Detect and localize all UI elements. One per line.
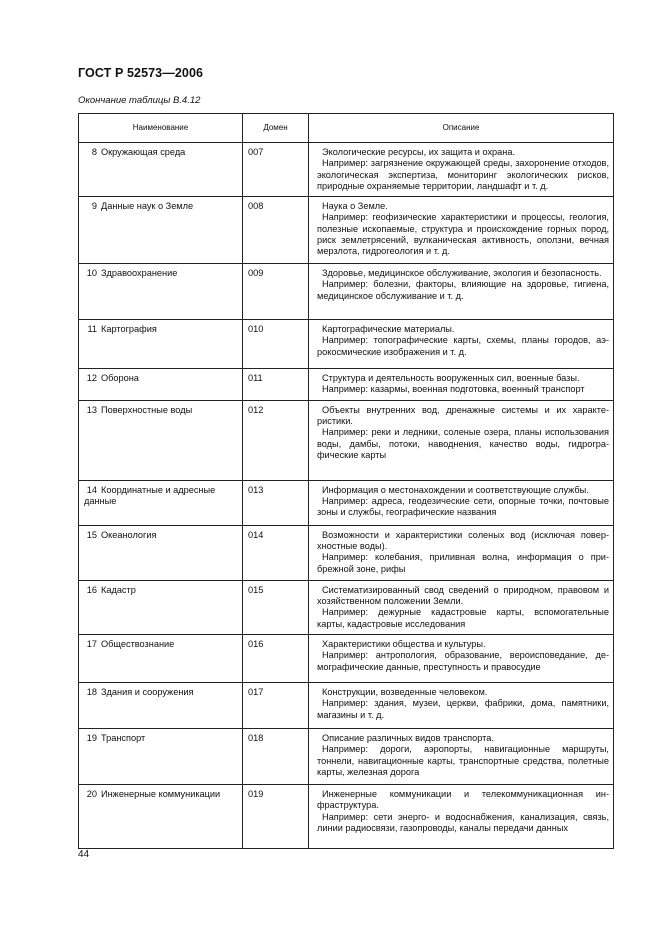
description-text: Возможности и характеристики соленых вод (исключая поверхностные воды).: [317, 529, 609, 552]
table-row: [79, 480, 614, 525]
description-text: Информация о местонахождении и соответствующие службы.: [322, 484, 589, 495]
description-text: Конструкции, возведенные человеком.: [322, 686, 488, 697]
cell-description: [309, 480, 614, 525]
row-number: 9: [91, 201, 97, 212]
table-header-row: [79, 114, 614, 143]
row-name: Оборона: [101, 373, 139, 384]
row-number: 15: [86, 529, 97, 540]
row-number: 19: [86, 732, 97, 743]
header-name: Наименование: [79, 114, 243, 143]
cell-description: [309, 525, 614, 580]
row-number: 17: [86, 638, 97, 649]
row-name: Окружающая среда: [101, 147, 186, 157]
description-text: Описание различных видов транспорта.: [322, 732, 494, 743]
cell-domain: 011: [243, 369, 309, 401]
row-number: 8: [91, 147, 97, 157]
description-text: Здоровье, медицинское обслуживание, экология и безопасность.: [322, 268, 602, 279]
data-table: [78, 113, 614, 849]
row-name: Инженерные коммуникации: [101, 788, 221, 799]
description-text: Объекты внутренних вод, дренажные системы и их характеристики.: [317, 404, 609, 427]
description-example: Например: здания, музеи, церкви, фабрики, дома, памятники, магазины и т. д.: [317, 698, 609, 720]
row-number: 12: [86, 373, 97, 384]
description-example: Например: дороги, аэропорты, навигационные маршруты, тоннели, навигационные карты, транспортные средства, полетные карты, железная дорога: [317, 744, 609, 777]
cell-name: [79, 728, 243, 784]
cell-domain: 016: [243, 634, 309, 682]
description-example: Например: топографические карты, схемы, планы городов, аэрокосмические изображения и т. д.: [317, 335, 609, 357]
cell-domain: 014: [243, 525, 309, 580]
cell-name: [79, 264, 243, 320]
description-example: Например: загрязнение окружающей среды, захоронение отходов, экологическая экспертиза, мониторинг экологических рисков, природные охраняемые территории, ландшафт и т. д.: [317, 158, 609, 191]
row-name: Океанология: [101, 529, 157, 540]
table-body: [79, 143, 614, 849]
cell-name: [79, 369, 243, 401]
cell-name: [79, 480, 243, 525]
table-row: [79, 400, 614, 480]
cell-domain: 015: [243, 580, 309, 634]
row-number: 20: [86, 788, 97, 799]
row-name: Координатные и адресные данные: [84, 484, 216, 507]
table-row: [79, 320, 614, 369]
cell-description: [309, 634, 614, 682]
cell-domain: 018: [243, 728, 309, 784]
row-name: Кадастр: [101, 584, 136, 595]
row-name: Данные наук о Земле: [101, 201, 194, 212]
cell-description: [309, 369, 614, 401]
table-row: [79, 784, 614, 848]
cell-domain: 013: [243, 480, 309, 525]
table-row: [79, 728, 614, 784]
description-text: Экологические ресурсы, их защита и охрана.: [322, 147, 516, 157]
description-text: Характеристики общества и культуры.: [322, 638, 486, 649]
cell-description: [309, 784, 614, 848]
row-name: Здания и сооружения: [101, 686, 194, 697]
description-example: Например: реки и ледники, соленые озера, планы использования воды, дамбы, потоки, наводнения, качество воды, гидрографические карты: [317, 427, 609, 460]
row-name: Обществознание: [101, 638, 175, 649]
description-example: Например: дежурные кадастровые карты, вспомогательные карты, кадастровые исследования: [317, 607, 609, 629]
cell-name: [79, 525, 243, 580]
table-row: [79, 580, 614, 634]
table-caption: Окончание таблицы В.4.12: [78, 95, 201, 106]
description-text: Инженерные коммуникации и телекоммуникационная инфраструктура.: [317, 788, 609, 811]
description-example: Например: геофизические характеристики и процессы, геология, полезные ископаемые, структура и происхождение горных пород, риск землетрясений, вулканическая активность, оползни, вечная мерзлота, гидрогеология и т. д.: [317, 212, 609, 257]
header-description: Описание: [309, 114, 614, 143]
description-text: Структура и деятельность вооруженных сил, военные базы.: [322, 373, 580, 384]
cell-domain: 017: [243, 682, 309, 728]
description-text: Картографические материалы.: [322, 324, 455, 335]
table-row: [79, 197, 614, 264]
row-name: Здравоохранение: [101, 268, 178, 279]
description-example: Например: болезни, факторы, влияющие на здоровье, гигиена, медицинское обслуживание и т. д.: [317, 279, 609, 301]
description-example: Например: колебания, приливная волна, информация о прибрежной зоне, рифы: [317, 552, 609, 574]
table-row: [79, 634, 614, 682]
document-title: ГОСТ Р 52573—2006: [78, 66, 204, 80]
cell-domain: 019: [243, 784, 309, 848]
description-example: Например: казармы, военная подготовка, военный транспорт: [322, 384, 585, 395]
description-example: Например: антропология, образование, вероисповедание, демографические данные, преступность и правосудие: [317, 650, 609, 672]
cell-name: [79, 320, 243, 369]
table-row: [79, 143, 614, 197]
cell-name: [79, 784, 243, 848]
row-number: 10: [86, 268, 97, 279]
table-row: [79, 682, 614, 728]
description-text: Систематизированный свод сведений о природном, правовом и хозяйственном положении Земли.: [317, 584, 609, 607]
cell-description: [309, 682, 614, 728]
cell-description: [309, 728, 614, 784]
row-number: 11: [87, 324, 97, 335]
cell-description: [309, 197, 614, 264]
cell-domain: 010: [243, 320, 309, 369]
table-row: [79, 264, 614, 320]
cell-name: [79, 682, 243, 728]
cell-name: [79, 580, 243, 634]
description-example: Например: адреса, геодезические сети, опорные точки, почтовые зоны и службы, географические названия: [317, 496, 609, 518]
row-name: Транспорт: [101, 732, 146, 743]
cell-domain: 009: [243, 264, 309, 320]
table-row: [79, 525, 614, 580]
description-text: Наука о Земле.: [322, 201, 388, 212]
row-number: 13: [86, 404, 97, 415]
row-name: Картография: [101, 324, 157, 335]
page-number: 44: [78, 849, 90, 860]
cell-domain: 012: [243, 400, 309, 480]
row-number: 14: [86, 484, 97, 495]
cell-name: [79, 400, 243, 480]
cell-description: [309, 320, 614, 369]
cell-description: [309, 400, 614, 480]
header-domain: Домен: [243, 114, 309, 143]
cell-name: [79, 197, 243, 264]
row-name: Поверхностные воды: [101, 404, 193, 415]
row-number: 16: [86, 584, 97, 595]
table-row: [79, 369, 614, 401]
cell-description: [309, 264, 614, 320]
row-number: 18: [86, 686, 97, 697]
cell-name: [79, 634, 243, 682]
cell-domain: 008: [243, 197, 309, 264]
cell-domain: 007: [243, 143, 309, 197]
cell-description: [309, 580, 614, 634]
cell-name: [79, 143, 243, 197]
cell-description: [309, 143, 614, 197]
description-example: Например: сети энерго- и водоснабжения, канализация, связь, линии радиосвязи, газопроводы, каналы передачи данных: [317, 811, 609, 833]
